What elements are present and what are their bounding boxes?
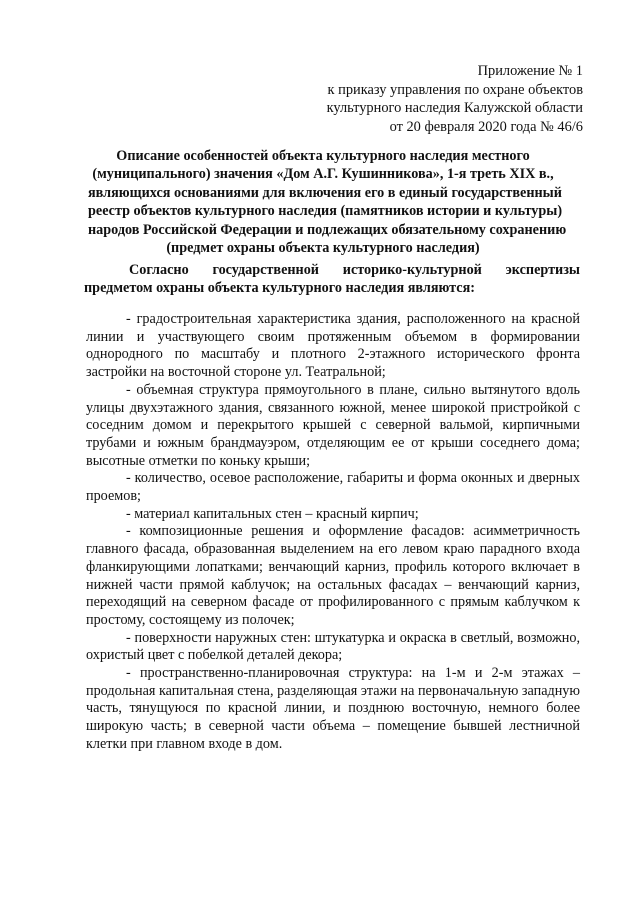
list-item: - градостроительная характеристика здания, расположенного на красной линии и участвующего своим протяженным объемом в формировании однородного по масштабу и плотного 2-этажного исторического фронта застройки на восточной стороне ул. Театральной;: [86, 311, 580, 381]
list-item: - объемная структура прямоугольного в плане, сильно вытянутого вдоль улицы двухэтажного здания, связанного южной, менее широкой пристройкой с соседним домом и перекрытого крышей с северной вальмой, кирпичными трубами и южным брандмауэром, отделяющим ее от крыши соседнего дома; высотные отметки по коньку крыши;: [86, 381, 580, 469]
title-line: (предмет охраны объекта культурного наследия): [166, 240, 480, 257]
appendix-number: Приложение № 1: [477, 63, 583, 79]
title-line: Описание особенностей объекта культурного наследия местного: [116, 148, 530, 164]
list-item: - материал капитальных стен – красный кирпич;: [126, 505, 419, 522]
intro-line-1: Согласно государственной историко-культурной экспертизы: [129, 262, 580, 278]
list-item: - поверхности наружных стен: штукатурка и окраска в светлый, возможно, охристый цвет с побелкой деталей декора;: [86, 629, 580, 664]
protection-items-list: [86, 311, 580, 754]
intro-line-2: предметом охраны объекта культурного наследия являются:: [84, 279, 475, 296]
appendix-authority-line: культурного наследия Калужской области: [326, 100, 583, 116]
list-item: - композиционные решения и оформление фасадов: асимметричность главного фасада, образованная выделением на его левом краю парадного входа фланкирующими лопатками; венчающий карниз, профиль которого включает в нижней части прямой каблучок; на остальных фасадах – венчающий карниз, переходящий на северном фасаде от профилированного с прямым каблучком к простому, состоящему из полочек;: [86, 523, 580, 628]
list-item: - пространственно-планировочная структура: на 1-м и 2-м этажах – продольная капитальная стена, разделяющая этажи на первоначальную западную часть, тянущуюся по красной линии, и позднюю восточную, немного более широкую часть; в северной части объема – помещение бывшей лестничной клетки при главном входе в дом.: [86, 665, 581, 752]
title-line: реестр объектов культурного наследия (памятников истории и культуры): [88, 203, 563, 220]
document-title: [88, 147, 567, 257]
appendix-date-line: от 20 февраля 2020 года № 46/6: [389, 118, 583, 135]
list-item: - количество, осевое расположение, габариты и форма оконных и дверных проемов;: [86, 470, 580, 505]
title-line: народов Российской Федерации и подлежащих обязательному сохранению: [88, 221, 567, 238]
title-line: являющихся основаниями для включения его в единый государственный: [88, 184, 562, 201]
title-line: (муниципального) значения «Дом А.Г. Кушинникова», 1-я треть XIX в.,: [92, 166, 554, 183]
intro-paragraph: [84, 262, 580, 297]
appendix-header: [327, 62, 583, 136]
appendix-order-line: к приказу управления по охране объектов: [327, 81, 583, 98]
